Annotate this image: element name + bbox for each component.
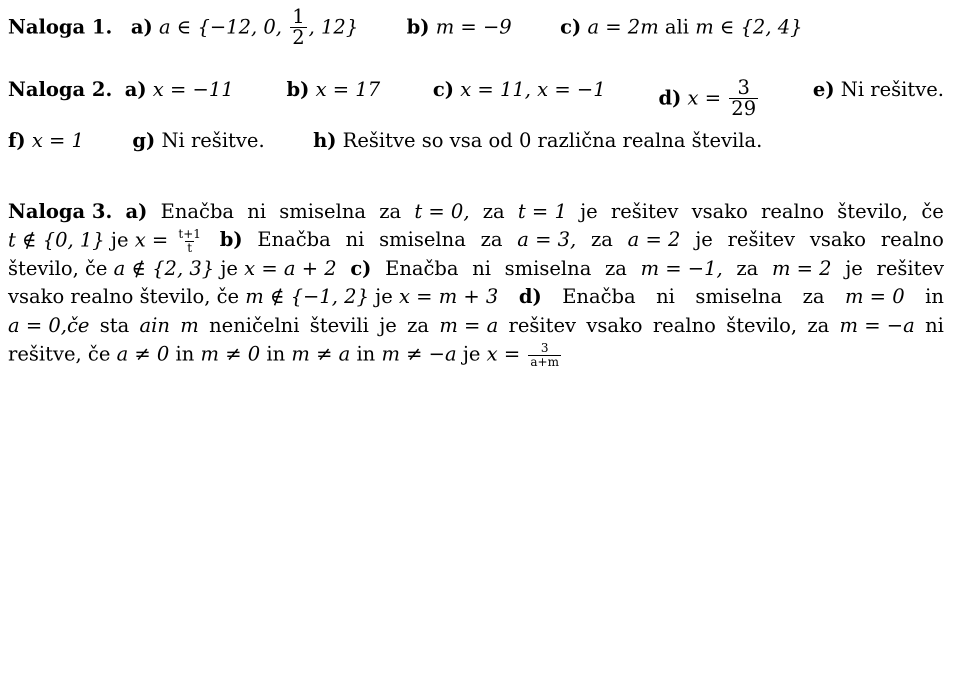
task-3-math: m ≠ 0 xyxy=(200,342,261,366)
task-3-math: a = 0,če xyxy=(8,314,90,337)
task-3-math: a = 2 xyxy=(627,228,681,251)
task-2-f-label: f) xyxy=(8,129,26,152)
task-3-word: in xyxy=(925,285,944,308)
task-2-c-label: c) xyxy=(432,78,455,101)
task-3-word: ni xyxy=(925,314,944,337)
task-3-math: m ≠ −a xyxy=(381,342,457,366)
task-3-a-den: t xyxy=(187,240,193,255)
task-3-word: vsako xyxy=(809,228,867,251)
task-3-math: t = 0, xyxy=(414,200,470,223)
task-3-math: t = 1 xyxy=(517,200,567,223)
task-3-math: m ≠ a xyxy=(291,342,351,366)
task-2-h-label: h) xyxy=(313,129,337,152)
task-2-a-expr: x = −11 xyxy=(152,78,234,101)
task-3-line-5 xyxy=(8,314,944,337)
task-2-f-expr: x = 1 xyxy=(31,129,84,152)
task-3-a-num: t+1 xyxy=(178,227,201,241)
task-2-b-expr: x = 17 xyxy=(315,78,381,101)
task-3-line-1 xyxy=(8,200,944,223)
task-2-d-label: d) xyxy=(658,86,682,110)
task-3-b-label: b) xyxy=(219,228,243,251)
task-2-line-1 xyxy=(8,78,944,120)
task-3-math: m = 0 xyxy=(844,285,905,308)
task-3-word: ni xyxy=(345,228,365,251)
task-2-d-fraction xyxy=(729,78,758,120)
task-2-d-pre: x = xyxy=(687,86,728,110)
task-2-d-num: 3 xyxy=(737,76,750,99)
task-3-word: je xyxy=(845,257,863,280)
task-3-word: vsako realno število, če xyxy=(8,285,246,308)
task-3-word: neničelni xyxy=(209,314,300,337)
task-3-word: za xyxy=(807,314,830,337)
task-1-c-label: c) xyxy=(560,15,582,39)
task-3-d-fraction xyxy=(528,342,561,368)
task-3-math: x = xyxy=(134,228,175,252)
task-3-a-fraction xyxy=(176,228,203,254)
task-1-c-expr2: m ∈ {2, 4} xyxy=(695,15,803,39)
task-3-math: m = −a xyxy=(839,314,915,337)
task-3-math: x = xyxy=(486,342,527,366)
task-1-b-expr: m = −9 xyxy=(435,15,512,39)
task-3-word: Enačba xyxy=(160,200,235,223)
task-3-math: a = 3, xyxy=(517,228,577,251)
task-3-math: x = m + 3 xyxy=(398,285,499,308)
task-1-a-pre: a ∈ {−12, 0, xyxy=(158,15,289,39)
task-3-word: za xyxy=(480,228,503,251)
task-3-word: smiselna xyxy=(504,257,592,280)
task-1-line xyxy=(8,7,803,49)
task-3-word: je xyxy=(456,342,487,366)
task-3-word: za xyxy=(802,285,825,308)
task-1-b-label: b) xyxy=(406,15,430,39)
task-3-word: smiselna xyxy=(379,228,466,251)
task-2-c-expr: x = 11, x = −1 xyxy=(460,78,606,101)
task-1-a-den: 2 xyxy=(292,26,305,50)
task-3-math: a ∉ {2, 3} xyxy=(113,257,215,280)
task-3-word: za xyxy=(379,200,402,223)
task-3-word: in xyxy=(350,342,382,366)
task-3-word: smiselna xyxy=(279,200,366,223)
task-3-word: ni xyxy=(656,285,675,308)
task-3-word: število, če xyxy=(8,257,114,280)
task-1-a-fraction xyxy=(290,7,306,49)
task-3-word: števili xyxy=(309,314,369,337)
task-2-a-label: a) xyxy=(124,78,147,101)
task-1-a-post: , 12} xyxy=(308,15,359,39)
task-3-line-4 xyxy=(8,285,944,308)
task-3-word: ni xyxy=(247,200,267,223)
task-2-g-label: g) xyxy=(132,129,156,152)
task-1-title: Naloga 1. xyxy=(8,15,113,39)
task-3-a-label: a) xyxy=(125,200,148,223)
task-3-math: m = −1, xyxy=(640,257,723,280)
task-3-word: za xyxy=(407,314,430,337)
task-3-math: ain xyxy=(139,314,170,337)
task-3-word: če xyxy=(921,200,944,223)
task-3-word: smiselna xyxy=(695,285,783,308)
task-3-word: sta xyxy=(99,314,130,337)
task-3-word: rešitev xyxy=(508,314,577,337)
task-3-word: za xyxy=(591,228,613,251)
task-2-g-text: Ni rešitve. xyxy=(161,129,265,152)
task-3-word: ni xyxy=(472,257,491,280)
task-1-a-label: a) xyxy=(130,15,153,39)
task-2-e-text: Ni rešitve. xyxy=(840,78,944,101)
task-3-word: realno xyxy=(761,200,825,223)
task-3-word: je xyxy=(104,228,135,252)
task-3-word: za xyxy=(482,200,505,223)
task-3-line-3 xyxy=(8,257,944,280)
task-3-title: Naloga 3. xyxy=(8,200,113,223)
task-3-word: je xyxy=(695,228,713,251)
task-3-word: rešitve, če xyxy=(8,342,117,366)
task-3-math: m = a xyxy=(439,314,499,337)
task-3-word: je xyxy=(368,285,399,308)
task-2-b-label: b) xyxy=(286,78,310,101)
task-3-word: število, xyxy=(837,200,909,223)
task-2-e-label: e) xyxy=(812,78,835,101)
task-3-d-den: a+m xyxy=(530,354,559,369)
task-3-math: m = 2 xyxy=(771,257,832,280)
task-3-word: je xyxy=(214,257,245,280)
task-3-d-label: d) xyxy=(518,285,542,308)
task-2-h-text: Rešitve so vsa od 0 različna realna števila. xyxy=(342,129,763,152)
task-3-word: rešitev xyxy=(876,257,944,280)
task-3-word: za xyxy=(736,257,759,280)
task-2-d-den: 29 xyxy=(731,97,757,121)
task-3-word: Enačba xyxy=(385,257,459,280)
task-3-math: x = a + 2 xyxy=(244,257,337,280)
task-1-c-text: ali xyxy=(658,15,696,39)
task-3-word: vsako xyxy=(586,314,643,337)
task-3-line-6 xyxy=(8,342,563,368)
task-3-word: Enačba xyxy=(562,285,636,308)
task-3-word: vsako xyxy=(691,200,748,223)
task-3-math: m xyxy=(180,314,199,337)
task-3-word: rešitev xyxy=(727,228,796,251)
task-3-line-2 xyxy=(8,228,944,254)
task-3-word: Enačba xyxy=(257,228,331,251)
task-3-math: a ≠ 0 xyxy=(116,342,170,366)
task-3-math: m ∉ {−1, 2} xyxy=(245,285,369,308)
task-2-title: Naloga 2. xyxy=(8,78,113,101)
task-2-line-2 xyxy=(8,129,762,152)
task-3-word: za xyxy=(605,257,627,280)
task-3-d-num: 3 xyxy=(540,341,549,355)
task-3-word: in xyxy=(169,342,201,366)
task-3-word: rešitev xyxy=(610,200,679,223)
task-3-c-label: c) xyxy=(350,257,372,280)
task-3-word: realno xyxy=(880,228,944,251)
task-1-a-num: 1 xyxy=(292,5,305,28)
task-3-word: je xyxy=(379,314,397,337)
task-3-math: t ∉ {0, 1} xyxy=(8,228,105,252)
task-3-word: število, xyxy=(726,314,798,337)
task-3-word: realno xyxy=(652,314,716,337)
task-3-word: in xyxy=(260,342,292,366)
task-1-c-expr1: a = 2m xyxy=(587,15,659,39)
task-3-word: je xyxy=(580,200,598,223)
